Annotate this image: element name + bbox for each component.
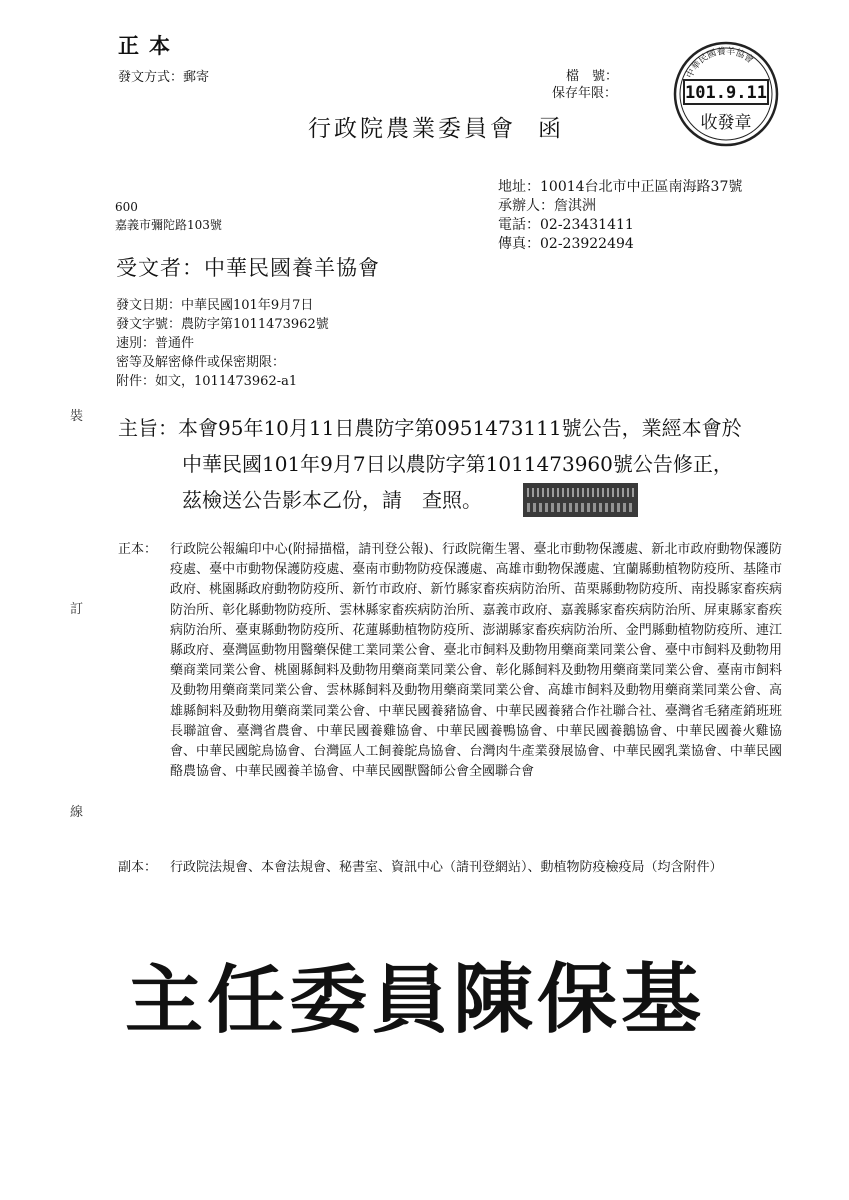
send-method: 發文方式：郵寄 (118, 70, 210, 85)
issue-date: 發文日期：中華民國101年9月7日 (116, 298, 314, 313)
distribution-copy (118, 858, 782, 878)
stamp-label: 收發章 (700, 113, 752, 133)
issue-number: 發文字號：農防字第1011473962號 (116, 317, 329, 332)
signature-title: 主任委員 (125, 956, 454, 1044)
attachment: 附件：如文，1011473962-a1 (116, 374, 298, 389)
stamp-org: 中華民國養羊協會 (685, 46, 755, 81)
svg-text:中華民國養羊協會 (683, 45, 756, 80)
fax: 傳真：02-23922494 (498, 236, 634, 252)
distribution-original (118, 540, 782, 782)
officer: 承辦人：詹淇洲 (498, 198, 596, 214)
recipient: 受文者：中華民國養羊協會 (116, 256, 380, 280)
original-list: 行政院公報編印中心(附掃描檔，請刊登公報)、行政院衛生署、臺北市動物保護處、新北市政府動物保護防疫處、臺中市動物保護防疫處、臺南市動物防疫保護處、高雄市動物保護處、宜蘭縣動植物防疫所、基隆市政府、桃園縣政府動物防疫所、新竹市政府、新竹縣家畜疾病防治所、苗栗縣動物防疫所、南投縣家畜疾病防治所、彰化縣動物防疫所、雲林縣家畜疾病防治所、嘉義市政府、嘉義縣家畜疾病防治所、屏東縣家畜疾病防治所、臺東縣動物防疫所、花蓮縣動植物防疫所、澎湖縣家畜疾病防治所、金門縣動植物防疫所、連江縣政府、臺灣區動物用醫藥保健工業同業公會、臺北市飼料及動物用藥商業同業公會、臺中市飼料及動物用藥商業同業公會、桃園縣飼料及動物用藥商業同業公會、彰化縣飼料及動物用藥商業同業公會、臺南市飼料及動物用藥商業同業公會、雲林縣飼料及動物用藥商業同業公會、高雄市飼料及動物用藥商業同業公會、高雄縣飼料及動物用藥商業同業公會、中華民國養豬協會、中華民國養豬合作社聯合社、臺灣省毛豬產銷班班長聯誼會、臺灣省農會、中華民國養雞協會、中華民國養鴨協會、中華民國養鵝協會、中華民國養火雞協會、中華民國鴕鳥協會、台灣區人工飼養鴕鳥協會、台灣肉牛產業發展協會、中華民國乳業協會、中華民國酪農協會、中華民國養羊協會、中華民國獸醫師公會全國聯合會 (170, 542, 782, 780)
binding-mark: 線 (70, 805, 84, 820)
receipt-stamp (672, 40, 780, 148)
retention-label: 保存年限： (552, 86, 618, 101)
address: 地址：10014台北市中正區南海路37號 (498, 179, 743, 195)
issuing-agency: 行政院農業委員會 (308, 116, 516, 142)
subject (118, 410, 742, 518)
recipient-address (115, 198, 222, 234)
original-label: 正本： (118, 542, 158, 557)
speed: 速別：普通件 (116, 336, 195, 351)
doc-kind: 函 (538, 116, 564, 142)
copy-type: 正本 (118, 33, 180, 58)
subject-line: 主旨：本會95年10月11日農防字第0951473111號公告，業經本會於 (118, 416, 742, 440)
official-seal (523, 483, 638, 517)
binding-mark: 訂 (70, 602, 84, 617)
subject-line: 茲檢送公告影本乙份，請 查照。 (182, 488, 482, 512)
doc-no-label: 檔 號： (566, 69, 619, 84)
page-title (308, 110, 564, 143)
phone: 電話：02-23431411 (498, 217, 634, 233)
signature-name: 陳保基 (453, 954, 706, 1044)
meta-block (116, 296, 329, 391)
copy-list: 行政院法規會、本會法規會、秘書室、資訊中心（請刊登網站）、動植物防疫檢疫局（均含附件） (170, 860, 723, 875)
stamp-date: 101.9.11 (685, 83, 767, 103)
street-address: 嘉義市彌陀路103號 (115, 218, 222, 232)
subject-line: 中華民國101年9月7日以農防字第1011473960號公告修正， (182, 452, 733, 476)
doc-number-block (552, 68, 618, 102)
copy-label: 副本： (118, 860, 158, 875)
binding-mark: 裝 (70, 409, 84, 424)
zip-code: 600 (115, 200, 138, 214)
contact-block (498, 178, 742, 254)
secrecy: 密等及解密條件或保密期限： (116, 355, 286, 370)
signature (125, 938, 705, 1047)
